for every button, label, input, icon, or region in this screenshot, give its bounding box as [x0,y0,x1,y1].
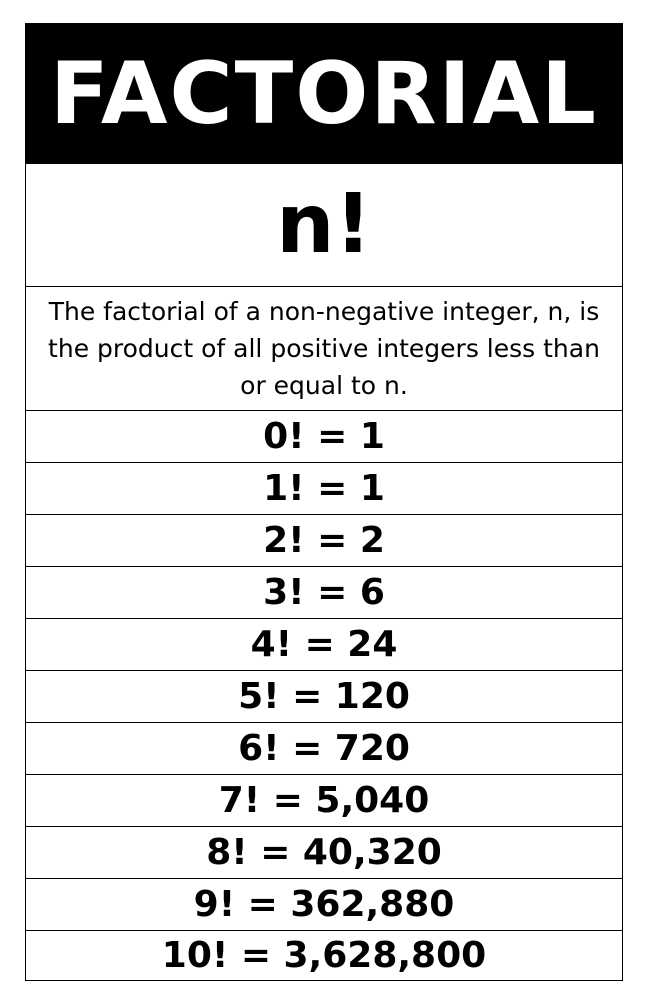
table-row: 0! = 1 [26,411,622,463]
notation: n! [26,164,622,287]
table-row: 9! = 362,880 [26,879,622,931]
table-row: 3! = 6 [26,567,622,619]
title-banner: FACTORIAL [26,24,622,164]
factorial-card [25,23,623,981]
table-row: 1! = 1 [26,463,622,515]
table-row: 6! = 720 [26,723,622,775]
definition-text: The factorial of a non-negative integer, n, is the product of all positive integers less than or equal to n. [26,287,622,411]
table-row: 2! = 2 [26,515,622,567]
table-row: 5! = 120 [26,671,622,723]
table-row: 10! = 3,628,800 [161,934,487,976]
table-row: 8! = 40,320 [26,827,622,879]
table-row: 7! = 5,040 [26,775,622,827]
table-row: 4! = 24 [26,619,622,671]
factorial-table [26,411,622,980]
